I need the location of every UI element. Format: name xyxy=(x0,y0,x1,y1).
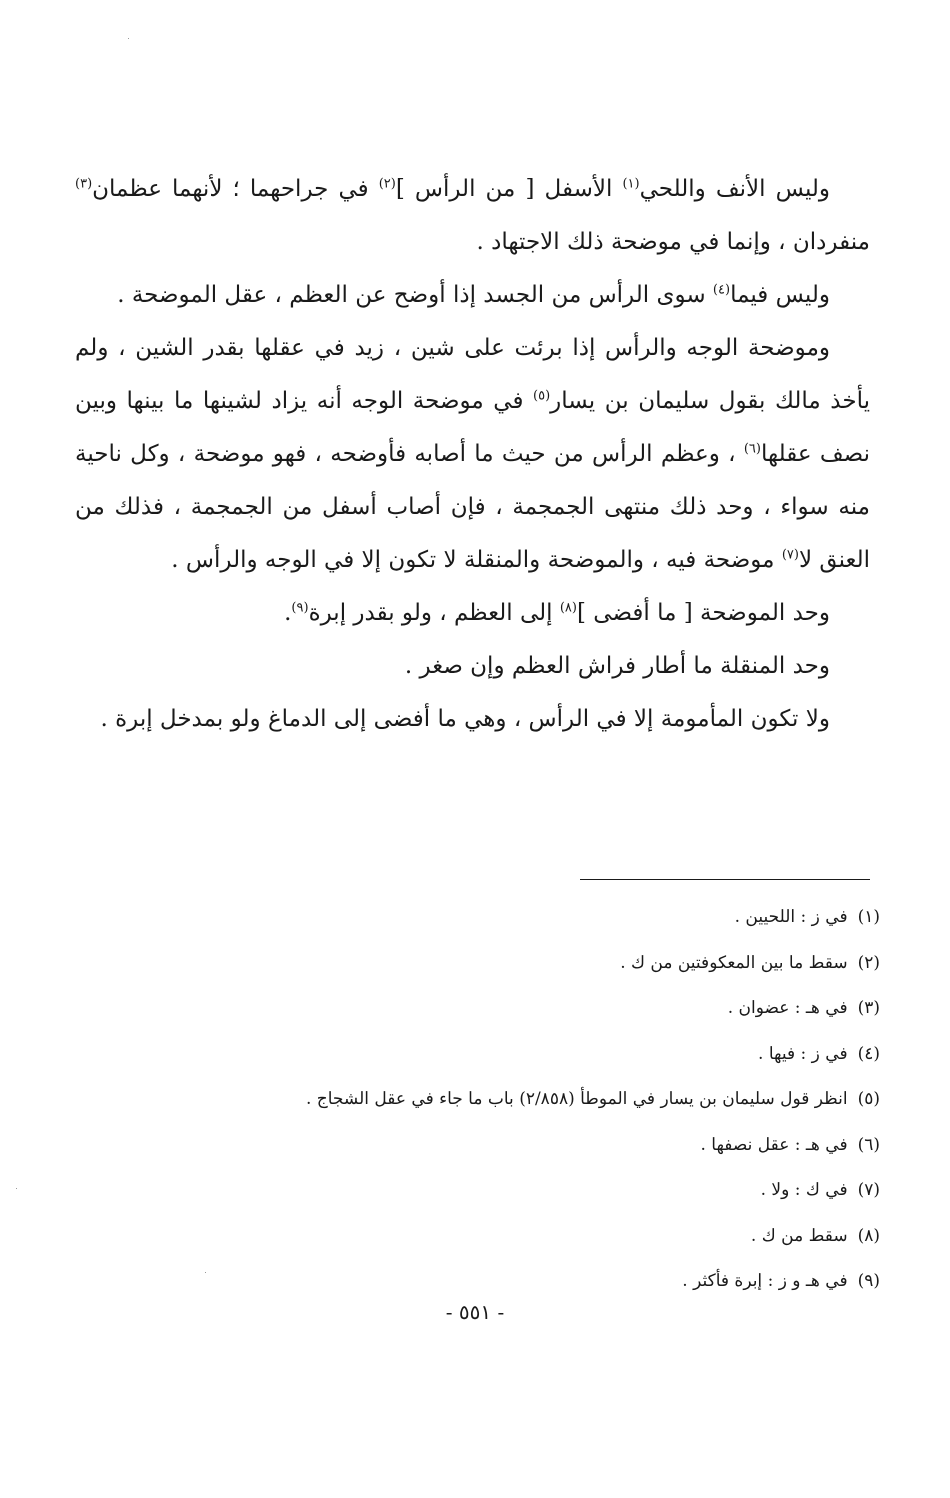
footnote-text: في هـ : عضوان . xyxy=(727,998,848,1018)
footnote xyxy=(180,941,880,987)
text-run: وليس الأنف واللحي xyxy=(639,176,831,202)
page-number: - ٥٥١ - xyxy=(445,1300,505,1324)
text-run: ، وعظم الرأس من حيث ما أصابه فأوضحه ، فهو موضحة ، وكل ناحية منه سواء ، وحد ذلك منتهى الجمجمة ، فإن أصاب أسفل من الجمجمة ، فذلك من العنق لا xyxy=(75,441,870,573)
footnote-reference[interactable]: (٢) xyxy=(378,176,396,192)
text-run: منفردان ، وإنما في موضحة ذلك الاجتهاد . xyxy=(476,229,870,255)
footnote-number: (٢) xyxy=(857,952,880,973)
paragraph xyxy=(75,640,870,693)
footnote-reference[interactable]: (٣) xyxy=(75,176,93,192)
footnote-text: في ك : ولا . xyxy=(760,1180,848,1200)
footnote xyxy=(180,1214,880,1260)
footnote-number: (٧) xyxy=(857,1180,880,1200)
text-run: وموضحة الوجه والرأس إذا برئت على شين ، زيد في عقلها بقدر الشين ، ولم يأخذ مالك بقول سليمان بن يسار xyxy=(75,335,870,414)
scan-speck xyxy=(205,1272,206,1273)
text-run: وحد الموضحة [ ما أفضى ] xyxy=(576,600,830,626)
footnote xyxy=(180,895,880,941)
text-run: الأسفل [ من الرأس ] xyxy=(395,176,623,202)
footnote-number: (٩) xyxy=(857,1271,880,1291)
footnote-text: في هـ و ز : إبرة فأكثر . xyxy=(682,1271,848,1291)
footnote-separator xyxy=(580,879,870,880)
paragraph xyxy=(75,322,870,587)
paragraph xyxy=(75,163,870,269)
footnote-reference[interactable]: (٥) xyxy=(533,388,551,404)
text-run: وليس فيما xyxy=(730,282,830,308)
text-run: . xyxy=(284,600,292,626)
footnote-text: في ز : اللحيين . xyxy=(734,907,848,927)
text-run: موضحة فيه ، والموضحة والمنقلة لا تكون إلا في الوجه والرأس . xyxy=(171,547,782,573)
footnote-number: (٥) xyxy=(857,1089,880,1109)
paragraph xyxy=(75,269,870,322)
footnote-text: سقط ما بين المعكوفتين من ك . xyxy=(620,952,848,973)
footnote-text: سقط من ك . xyxy=(750,1225,848,1246)
footnote-reference[interactable]: (١) xyxy=(622,176,640,192)
footnote xyxy=(180,1123,880,1169)
footnote-reference[interactable]: (٦) xyxy=(743,441,761,457)
footnote-number: (٤) xyxy=(857,1043,880,1064)
scan-speck xyxy=(128,38,129,39)
footnote xyxy=(180,1259,880,1305)
footnote xyxy=(180,986,880,1032)
main-text xyxy=(75,163,870,746)
text-run: إلى العظم ، ولو بقدر إبرة xyxy=(308,600,560,626)
text-run: في جراحهما ؛ لأنهما عظمان xyxy=(92,176,379,202)
footnote-reference[interactable]: (٩) xyxy=(291,600,309,616)
footnotes-list xyxy=(180,895,880,1305)
footnote-reference[interactable]: (٨) xyxy=(559,600,577,616)
footnote-text: في هـ : عقل نصفها . xyxy=(700,1134,848,1155)
footnote xyxy=(180,1077,880,1123)
paragraph xyxy=(75,587,870,640)
text-run: في موضحة الوجه أنه يزاد لشينها ما بينها وبين نصف عقلها xyxy=(75,388,870,467)
text-run: ولا تكون المأمومة إلا في الرأس ، وهي ما أفضى إلى الدماغ ولو بمدخل إبرة . xyxy=(100,706,830,732)
footnote-number: (٣) xyxy=(857,998,880,1018)
footnote xyxy=(180,1168,880,1214)
footnote-text: في ز : فيها . xyxy=(758,1043,848,1064)
footnote-text: انظر قول سليمان بن يسار في الموطأ (٢/٨٥٨) باب ما جاء في عقل الشجاج . xyxy=(305,1089,848,1109)
footnote-number: (٦) xyxy=(857,1134,880,1155)
paragraph xyxy=(75,693,870,746)
footnote xyxy=(180,1032,880,1078)
footnote-number: (١) xyxy=(857,907,880,927)
scan-speck xyxy=(16,1188,17,1189)
text-run: سوى الرأس من الجسد إذا أوضح عن العظم ، عقل الموضحة . xyxy=(117,282,713,308)
footnote-reference[interactable]: (٧) xyxy=(781,547,799,563)
footnote-number: (٨) xyxy=(857,1225,880,1246)
footnote-reference[interactable]: (٤) xyxy=(712,282,731,298)
text-run: وحد المنقلة ما أطار فراش العظم وإن صغر . xyxy=(404,653,830,679)
